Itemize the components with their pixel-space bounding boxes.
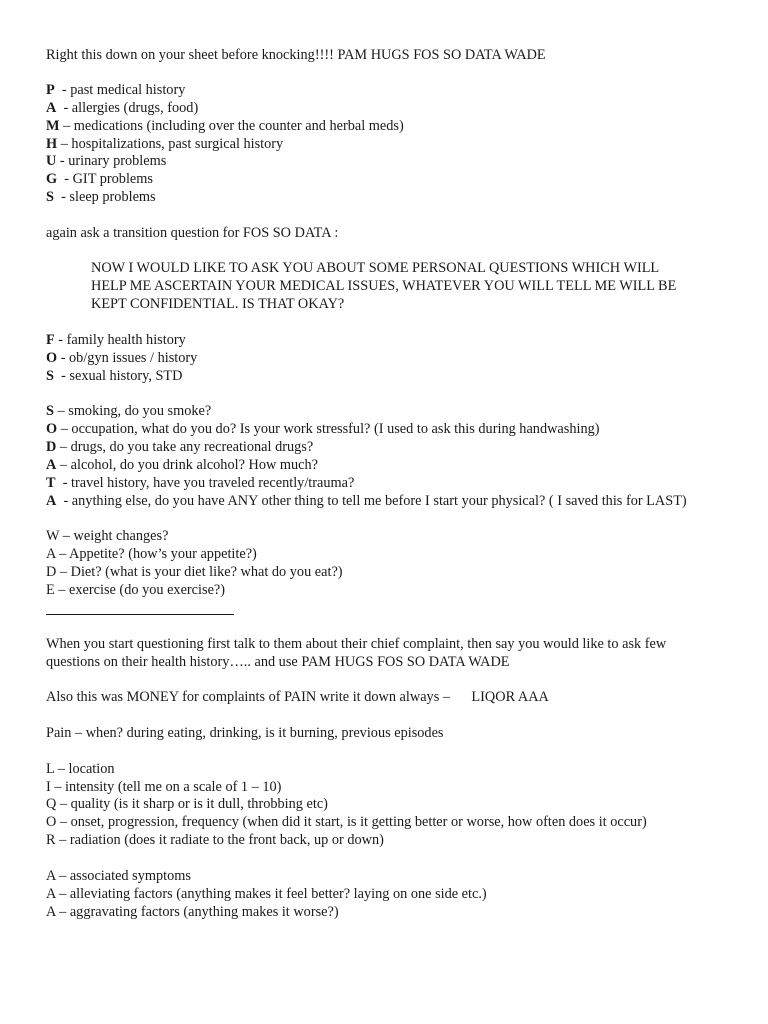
item-text: – smoking, do you smoke? — [53, 403, 212, 419]
item-text: - ob/gyn issues / history — [57, 350, 198, 366]
item-text: – alcohol, do you drink alcohol? How much? — [56, 457, 318, 473]
mnemonic-letter: G — [46, 171, 58, 187]
mnemonic-letter: S — [46, 368, 54, 384]
list-item — [46, 350, 197, 368]
list-item — [46, 439, 313, 457]
item-text: - sleep problems — [53, 189, 156, 205]
item-text: – drugs, do you take any recreational drugs? — [56, 439, 314, 455]
divider — [46, 614, 234, 615]
list-item: A – aggravating factors (anything makes it worse?) — [46, 904, 339, 920]
item-text: - sexual history, STD — [53, 368, 183, 384]
item-text: - GIT problems — [57, 171, 153, 187]
list-item — [46, 82, 185, 100]
paragraph-line: When you start questioning first talk to them about their chief complaint, then say you would like to ask few — [46, 636, 667, 652]
item-text: – medications (including over the counter and herbal meds) — [59, 118, 404, 134]
list-item — [46, 421, 600, 439]
list-item — [46, 153, 166, 171]
mnemonic-letter: O — [46, 350, 58, 366]
list-item — [46, 118, 404, 136]
item-text: - anything else, do you have ANY other thing to tell me before I start your physical? ( I saved this for LAST) — [56, 493, 687, 509]
mnemonic-letter: A — [46, 457, 57, 473]
mnemonic-letter: H — [46, 136, 58, 152]
item-text: - travel history, have you traveled recently/trauma? — [55, 475, 355, 491]
mnemonic-letter: M — [46, 118, 60, 134]
money-line: Also this was MONEY for complaints of PAIN write it down always – LIQOR AAA — [46, 689, 549, 705]
mnemonic-letter: O — [46, 421, 58, 437]
transition-quote-line: NOW I WOULD LIKE TO ASK YOU ABOUT SOME PERSONAL QUESTIONS WHICH WILL — [91, 260, 660, 276]
transition-quote-line: KEPT CONFIDENTIAL. IS THAT OKAY? — [91, 296, 345, 312]
mnemonic-letter: T — [46, 475, 56, 491]
paragraph-line: questions on their health history….. and use PAM HUGS FOS SO DATA WADE — [46, 654, 510, 670]
list-item — [46, 189, 156, 207]
list-item — [46, 368, 182, 386]
transition-intro: again ask a transition question for FOS SO DATA : — [46, 225, 339, 241]
list-item: O – onset, progression, frequency (when did it start, is it getting better or worse, how often does it occur) — [46, 814, 647, 830]
list-item — [46, 403, 211, 421]
list-item — [46, 457, 318, 475]
mnemonic-letter: F — [46, 332, 55, 348]
list-item: R – radiation (does it radiate to the front back, up or down) — [46, 832, 384, 848]
list-item: Q – quality (is it sharp or is it dull, throbbing etc) — [46, 796, 328, 812]
list-item — [46, 332, 186, 350]
list-item: D – Diet? (what is your diet like? what do you eat?) — [46, 564, 343, 580]
mnemonic-letter: S — [46, 189, 54, 205]
list-item: A – Appetite? (how’s your appetite?) — [46, 546, 257, 562]
item-text: - urinary problems — [56, 153, 167, 169]
list-item — [46, 475, 354, 493]
mnemonic-letter: A — [46, 493, 57, 509]
item-text: - family health history — [54, 332, 186, 348]
item-text: – hospitalizations, past surgical history — [57, 136, 284, 152]
list-item — [46, 100, 198, 118]
list-item: I – intensity (tell me on a scale of 1 – 10) — [46, 779, 282, 795]
item-text: - past medical history — [54, 82, 186, 98]
item-text: - allergies (drugs, food) — [56, 100, 199, 116]
list-item: E – exercise (do you exercise?) — [46, 582, 226, 598]
item-text: – occupation, what do you do? Is your work stressful? (I used to ask this during handwashing) — [57, 421, 600, 437]
list-item: A – alleviating factors (anything makes it feel better? laying on one side etc.) — [46, 886, 487, 902]
transition-quote-line: HELP ME ASCERTAIN YOUR MEDICAL ISSUES, WHATEVER YOU WILL TELL ME WILL BE — [91, 278, 677, 294]
mnemonic-letter: D — [46, 439, 57, 455]
intro-line: Right this down on your sheet before knocking!!!! PAM HUGS FOS SO DATA WADE — [46, 47, 546, 63]
list-item: A – associated symptoms — [46, 868, 191, 884]
list-item: W – weight changes? — [46, 528, 169, 544]
pain-line: Pain – when? during eating, drinking, is it burning, previous episodes — [46, 725, 444, 741]
mnemonic-letter: P — [46, 82, 55, 98]
mnemonic-letter: U — [46, 153, 57, 169]
mnemonic-letter: S — [46, 403, 54, 419]
list-item — [46, 171, 153, 189]
list-item — [46, 493, 687, 511]
list-item — [46, 136, 283, 154]
list-item: L – location — [46, 761, 115, 777]
mnemonic-letter: A — [46, 100, 57, 116]
